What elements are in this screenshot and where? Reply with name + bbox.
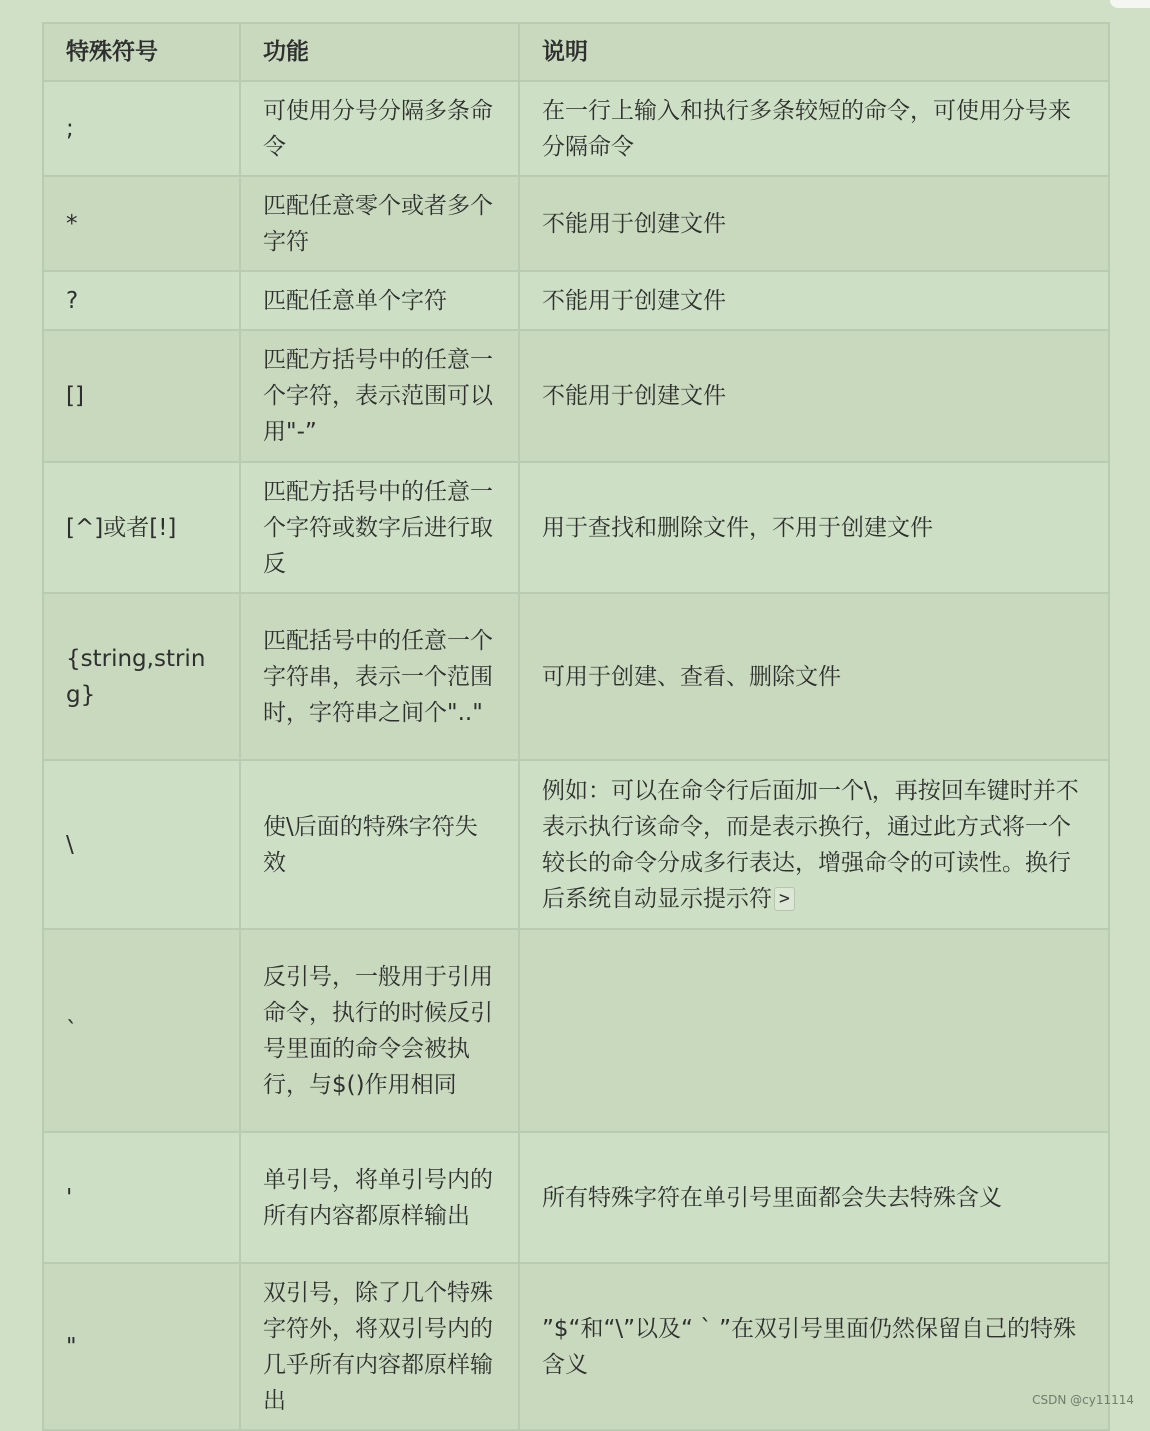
cell-symbol: ` xyxy=(43,929,240,1132)
description-text: 例如：可以在命令行后面加一个\，再按回车键时并不表示执行该命令，而是表示换行，通过此方式将一个较长的命令分成多行表达，增强命令的可读性。换行后系统自动显示提示符 xyxy=(542,777,1079,912)
cell-function: 使\后面的特殊字符失效 xyxy=(240,760,519,929)
prompt-symbol-code: > xyxy=(774,887,795,911)
header-description: 说明 xyxy=(519,23,1109,81)
cell-description: 用于查找和删除文件，不用于创建文件 xyxy=(519,462,1109,593)
header-symbol: 特殊符号 xyxy=(43,23,240,81)
table-row xyxy=(43,271,1109,330)
cell-symbol: [^]或者[!] xyxy=(43,462,240,593)
cell-symbol: " xyxy=(43,1263,240,1430)
table-row xyxy=(43,1263,1109,1430)
table-row xyxy=(43,462,1109,593)
cell-description xyxy=(519,929,1109,1132)
cell-symbol: ' xyxy=(43,1132,240,1263)
watermark: CSDN @cy11114 xyxy=(1032,1393,1134,1407)
cell-symbol: \ xyxy=(43,760,240,929)
cell-function: 双引号，除了几个特殊字符外，将双引号内的几乎所有内容都原样输出 xyxy=(240,1263,519,1430)
table-row xyxy=(43,1132,1109,1263)
cell-symbol: [] xyxy=(43,330,240,462)
cell-description: 在一行上输入和执行多条较短的命令，可使用分号来分隔命令 xyxy=(519,81,1109,176)
table-row xyxy=(43,330,1109,462)
cell-function: 反引号，一般用于引用命令，执行的时候反引号里面的命令会被执行，与$()作用相同 xyxy=(240,929,519,1132)
table-row xyxy=(43,929,1109,1132)
cell-function: 匹配任意零个或者多个字符 xyxy=(240,176,519,271)
cell-description: ”$“和“\”以及“ ` ”在双引号里面仍然保留自己的特殊含义 xyxy=(519,1263,1109,1430)
table-header-row xyxy=(43,23,1109,81)
cell-symbol: {string,string} xyxy=(43,593,240,760)
special-symbols-table xyxy=(42,22,1110,1431)
cell-symbol: ? xyxy=(43,271,240,330)
cell-function: 匹配括号中的任意一个字符串，表示一个范围时，字符串之间个".." xyxy=(240,593,519,760)
table-row xyxy=(43,593,1109,760)
page-corner xyxy=(1110,0,1150,8)
cell-function: 单引号，将单引号内的所有内容都原样输出 xyxy=(240,1132,519,1263)
header-function: 功能 xyxy=(240,23,519,81)
cell-description: 可用于创建、查看、删除文件 xyxy=(519,593,1109,760)
cell-function: 匹配方括号中的任意一个字符，表示范围可以用"-” xyxy=(240,330,519,462)
cell-function: 匹配任意单个字符 xyxy=(240,271,519,330)
table-row xyxy=(43,760,1109,929)
cell-description: 所有特殊字符在单引号里面都会失去特殊含义 xyxy=(519,1132,1109,1263)
cell-symbol: * xyxy=(43,176,240,271)
cell-description: 不能用于创建文件 xyxy=(519,271,1109,330)
table-row xyxy=(43,176,1109,271)
cell-description xyxy=(519,760,1109,929)
cell-function: 可使用分号分隔多条命令 xyxy=(240,81,519,176)
table-row xyxy=(43,81,1109,176)
cell-symbol: ; xyxy=(43,81,240,176)
cell-description: 不能用于创建文件 xyxy=(519,176,1109,271)
cell-description: 不能用于创建文件 xyxy=(519,330,1109,462)
cell-function: 匹配方括号中的任意一个字符或数字后进行取反 xyxy=(240,462,519,593)
